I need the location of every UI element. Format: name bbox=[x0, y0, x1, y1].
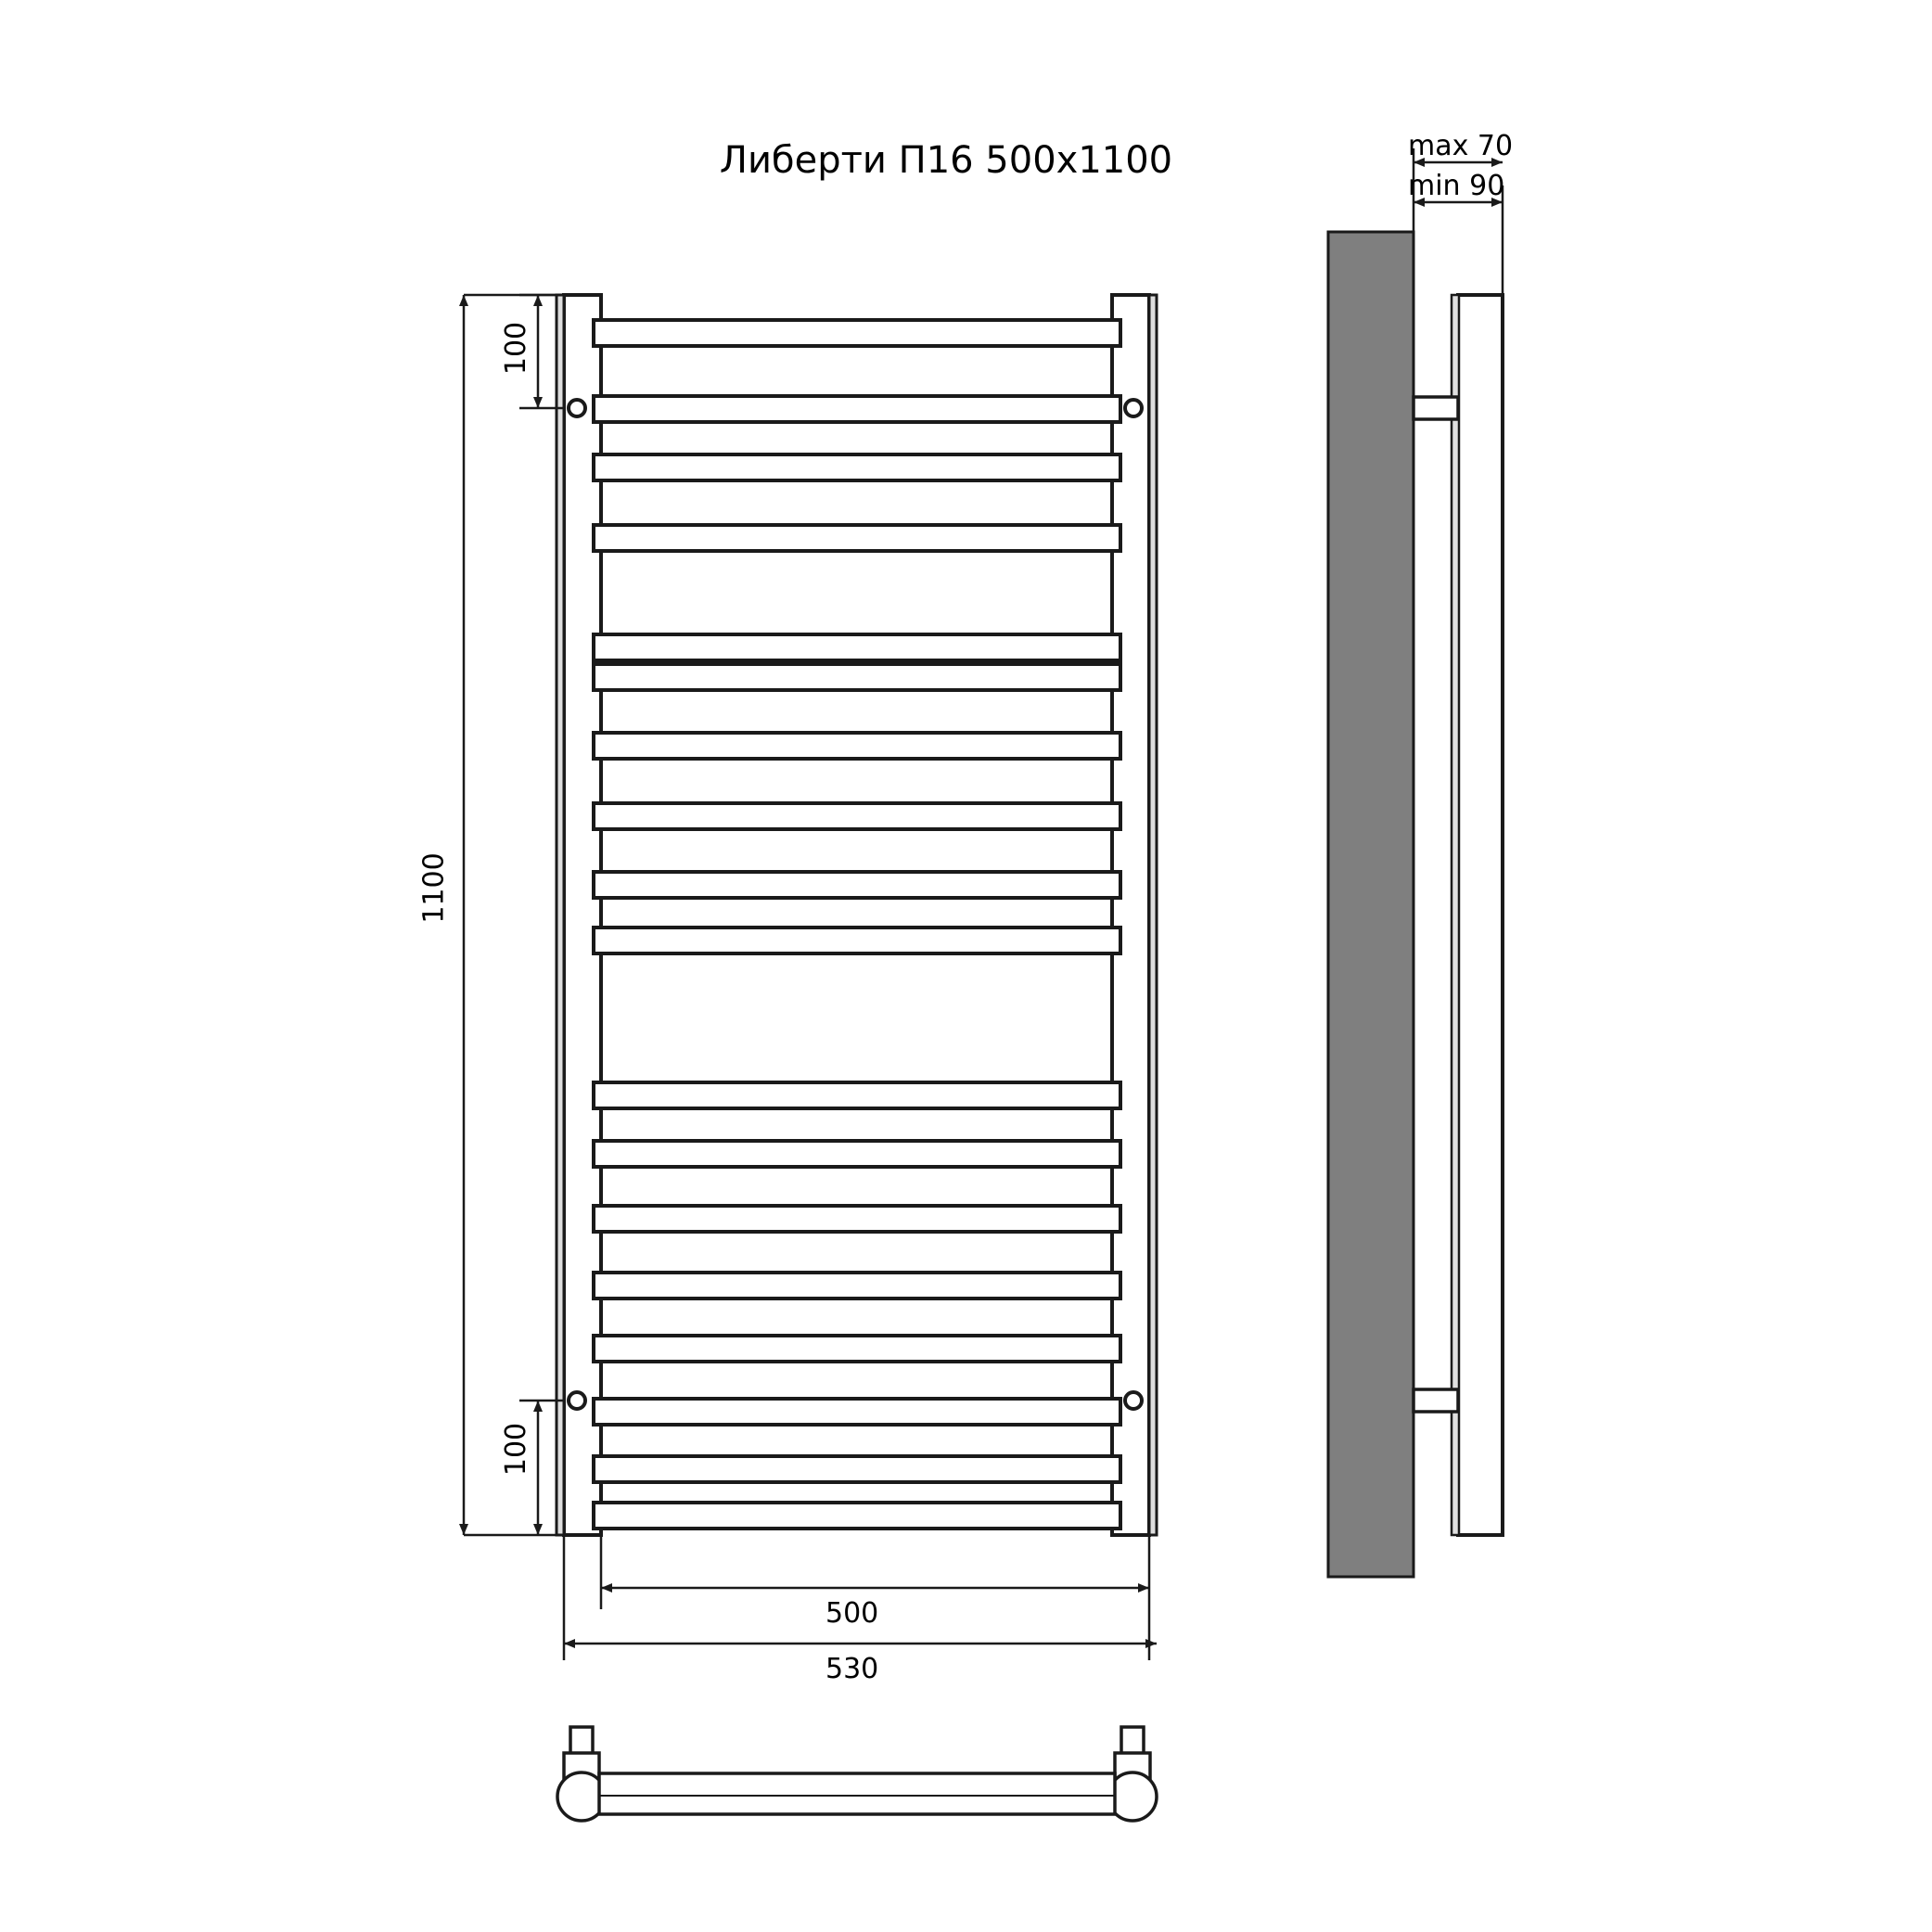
rail bbox=[594, 1206, 1120, 1232]
rail bbox=[594, 928, 1120, 953]
rail bbox=[594, 733, 1120, 759]
dim-inner-width-label: 500 bbox=[825, 1597, 879, 1630]
port-bottom-left bbox=[569, 1392, 585, 1409]
port-top-left bbox=[569, 400, 585, 416]
dim-min-gap-label: min 90 bbox=[1408, 170, 1505, 202]
rail bbox=[594, 396, 1120, 422]
rail bbox=[594, 320, 1120, 346]
side-view-group bbox=[1328, 148, 1503, 1577]
dim-top-offset-label: 100 bbox=[500, 321, 533, 376]
dim-total-height-label: 1100 bbox=[417, 852, 451, 924]
dim-max-gap-label: max 70 bbox=[1408, 130, 1514, 162]
rail bbox=[594, 664, 1120, 690]
port-top-right bbox=[1125, 400, 1142, 416]
rail bbox=[594, 1456, 1120, 1482]
rail bbox=[594, 872, 1120, 898]
rail-group bbox=[594, 320, 1120, 1529]
rail bbox=[594, 1399, 1120, 1425]
side-connector-bottom bbox=[1414, 1389, 1458, 1412]
wall-block bbox=[1328, 232, 1414, 1577]
top-view-group bbox=[557, 1727, 1157, 1821]
rail bbox=[594, 525, 1120, 551]
rail bbox=[594, 1336, 1120, 1362]
page-title: Либерти П16 500х1100 bbox=[719, 139, 1173, 182]
rail bbox=[594, 454, 1120, 480]
port-bottom-right bbox=[1125, 1392, 1142, 1409]
rail bbox=[594, 1082, 1120, 1108]
side-profile-body bbox=[1458, 295, 1503, 1535]
rail bbox=[594, 1141, 1120, 1167]
rail bbox=[594, 1503, 1120, 1529]
side-connector-top bbox=[1414, 397, 1458, 419]
rail bbox=[594, 803, 1120, 829]
plan-bar bbox=[599, 1773, 1115, 1814]
rail bbox=[594, 634, 1120, 660]
dim-bottom-offset-label: 100 bbox=[500, 1422, 533, 1477]
rail bbox=[594, 1273, 1120, 1299]
front-view-group bbox=[464, 295, 1157, 1660]
dim-outer-width-label: 530 bbox=[825, 1653, 879, 1685]
side-profile-shade bbox=[1452, 295, 1459, 1535]
